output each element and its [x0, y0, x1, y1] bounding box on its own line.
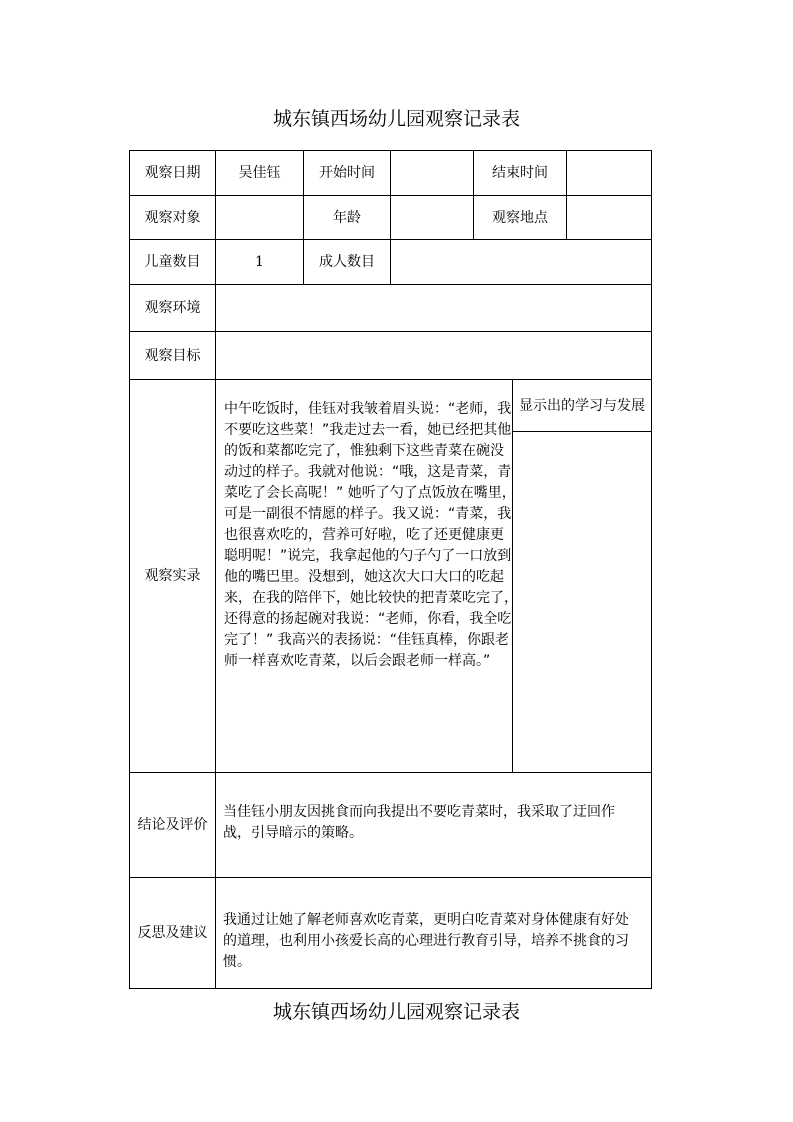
children-count-value[interactable]: 1 [215, 239, 304, 285]
record-line: 聪明呢！”说完，我拿起他的勺子勺了一口放到 [224, 548, 512, 564]
goal-value[interactable] [215, 331, 652, 380]
date-value[interactable]: 吴佳钰 [215, 150, 304, 196]
record-label: 观察实录 [129, 379, 216, 773]
development-label: 显示出的学习与发展 [512, 379, 652, 432]
record-text [216, 380, 518, 672]
start-time-value[interactable] [390, 150, 474, 196]
place-label: 观察地点 [473, 195, 567, 240]
page-title: 城东镇西场幼儿园观察记录表 [272, 108, 520, 130]
reflection-label [129, 877, 216, 989]
end-time-value[interactable] [566, 150, 652, 196]
record-line: 他的嘴巴里。没想到，她这次大口大口的吃起 [224, 569, 504, 585]
subject-value[interactable] [215, 195, 304, 240]
conclusion-label [129, 772, 216, 878]
record-line: 也很喜欢吃的，营养可好啦，吃了还更健康更 [224, 527, 504, 543]
adults-count-value[interactable] [390, 239, 652, 285]
reflection-content[interactable] [215, 877, 652, 989]
record-line: 可是一副很不情愿的样子。我又说：“青菜，我 [224, 506, 512, 522]
conclusion-text: 当佳钰小朋友因挑食而向我提出不要吃青菜时，我采取了迂回作战，引导暗示的策略。 [223, 804, 615, 841]
record-content[interactable] [215, 379, 518, 773]
record-line: 完了！” 我高兴的表扬说：“佳钰真棒，你跟老 [224, 632, 509, 648]
place-value[interactable] [566, 195, 652, 240]
record-line: 还得意的扬起碗对我说：“老师，你看，我全吃 [224, 611, 512, 627]
reflection-label-text: 反思及建议 [137, 925, 208, 941]
age-value[interactable] [390, 195, 474, 240]
end-time-label: 结束时间 [473, 150, 567, 196]
conclusion-content[interactable] [215, 772, 652, 878]
date-label: 观察日期 [129, 150, 216, 196]
record-line: 动过的样子。我就对他说：“哦，这是青菜，青 [224, 464, 512, 480]
reflection-text: 我通过让她了解老师喜欢吃青菜，更明白吃青菜对身体健康有好处的道理，也利用小孩爱长高的心理进行教育引导，培养不挑食的习惯。 [223, 912, 629, 970]
subject-label: 观察对象 [129, 195, 216, 240]
children-count-label: 儿童数目 [129, 239, 216, 285]
goal-label: 观察目标 [129, 331, 216, 380]
age-label: 年龄 [303, 195, 391, 240]
record-line: 不要吃这些菜！”我走过去一看，她已经把其他 [224, 422, 512, 438]
environment-value[interactable] [215, 284, 652, 332]
record-line: 菜吃了会长高呢！” 她听了勺了点饭放在嘴里， [224, 485, 516, 501]
adults-count-label: 成人数目 [303, 239, 391, 285]
record-line: 来，在我的陪伴下，她比较快的把青菜吃完了， [224, 590, 518, 606]
start-time-label: 开始时间 [303, 150, 391, 196]
environment-label: 观察环境 [129, 284, 216, 332]
record-line: 中午吃饭时，佳钰对我皱着眉头说：“老师，我 [224, 401, 512, 417]
footer-title: 城东镇西场幼儿园观察记录表 [272, 1001, 520, 1023]
development-value[interactable] [512, 431, 652, 773]
record-line: 师一样喜欢吃青菜，以后会跟老师一样高。” [224, 653, 491, 669]
record-line: 的饭和菜都吃完了，惟独剩下这些青菜在碗没 [224, 443, 504, 459]
conclusion-label-text: 结论及评价 [137, 817, 208, 833]
